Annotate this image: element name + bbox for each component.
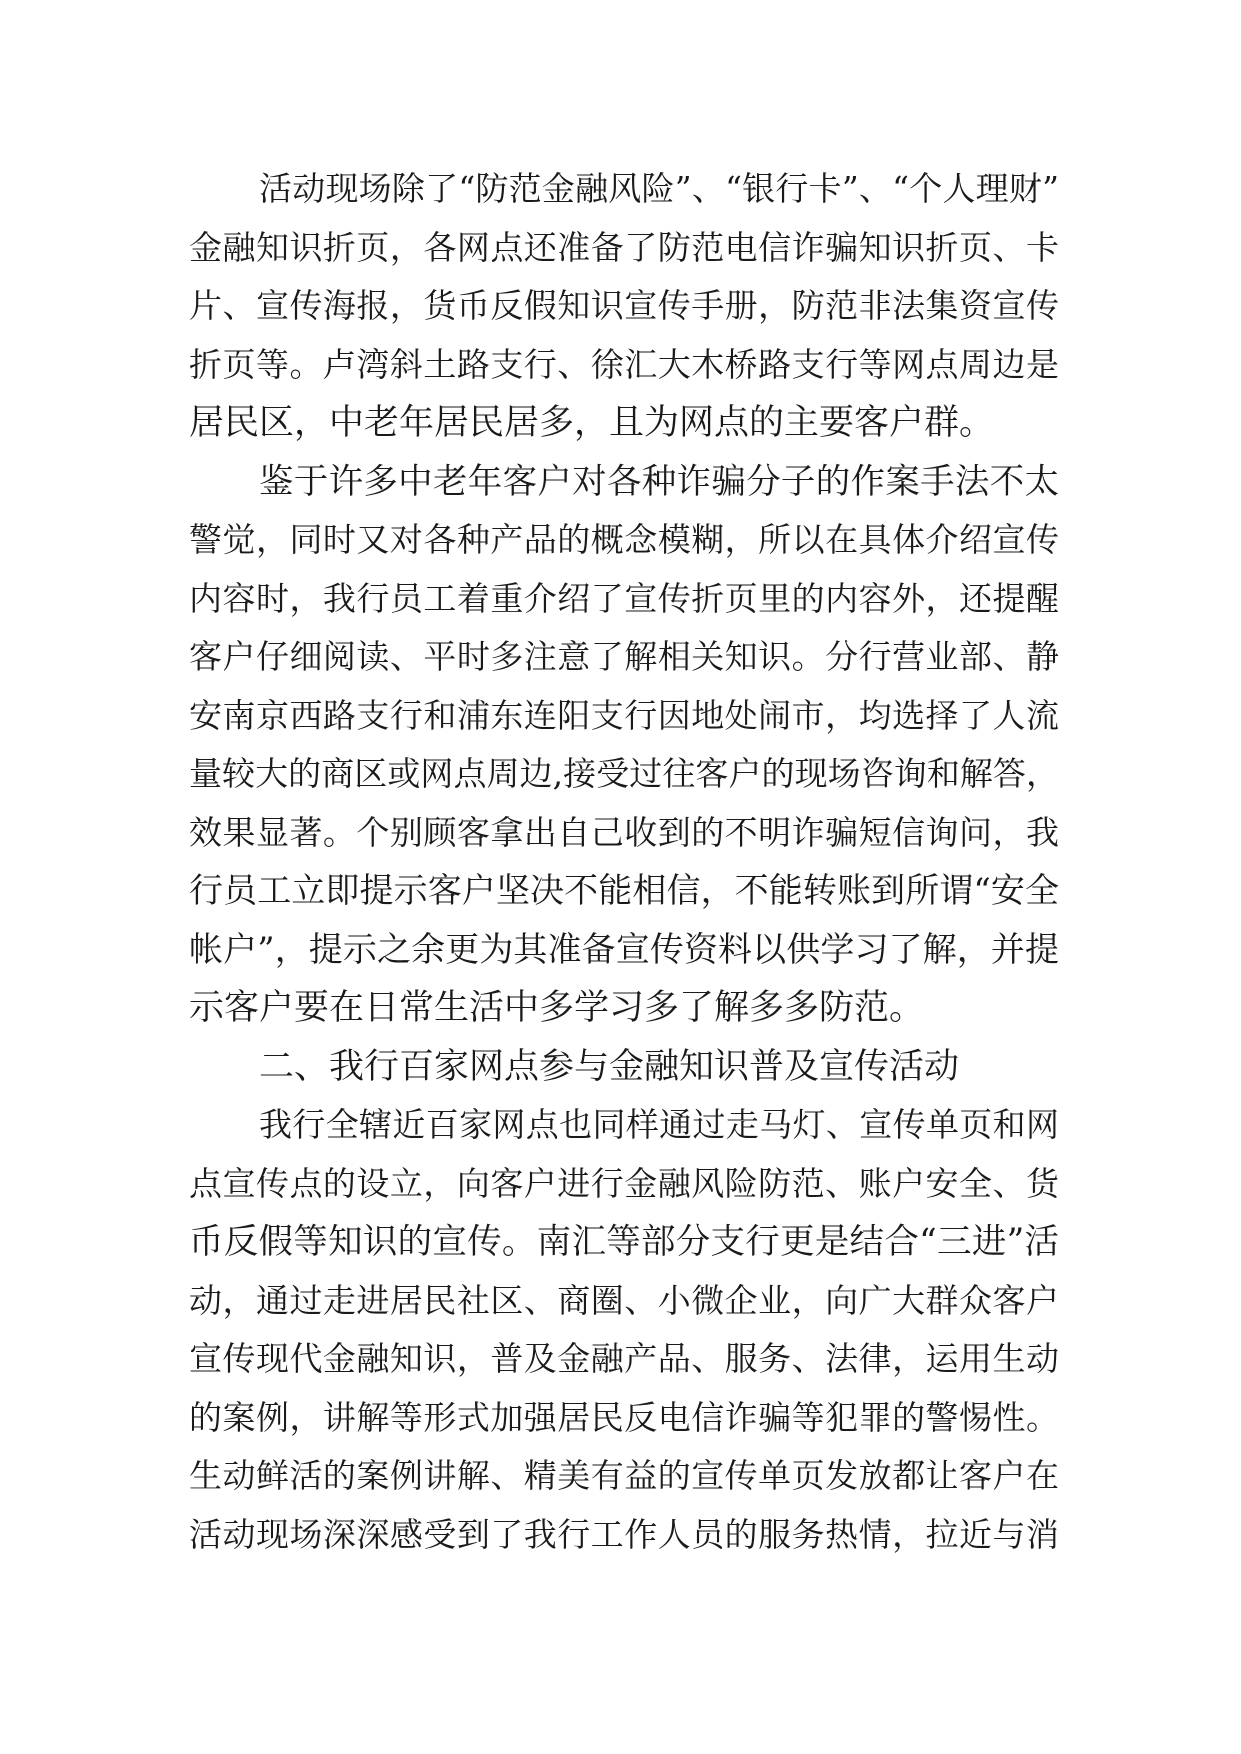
text-line: 折页等。卢湾斜土路支行、徐汇大木桥路支行等网点周边是 — [189, 344, 1059, 384]
text-line: 安南京西路支行和浦东连阳支行因地处闹市，均选择了人流 — [189, 695, 1059, 735]
text-line: 警觉，同时又对各种产品的概念模糊，所以在具体介绍宣传 — [189, 520, 1059, 559]
text-line: 量较大的商区或网点周边,接受过往客户的现场咨询和解答， — [189, 754, 1059, 793]
text-line: 片、宣传海报，货币反假知识宣传手册，防范非法集资宣传 — [189, 286, 1059, 325]
text-line: 帐户”，提示之余更为其准备宣传资料以供学习了解，并提 — [189, 929, 1059, 970]
text-line: 二、我行百家网点参与金融知识普及宣传活动 — [259, 1046, 960, 1087]
text-line: 客户仔细阅读、平时多注意了解相关知识。分行营业部、静 — [189, 637, 1059, 676]
text-line: 效果显著。个别顾客拿出自己收到的不明诈骗短信询问，我 — [189, 812, 1059, 852]
text-line: 活动现场深深感受到了我行工作人员的服务热情，拉近与消 — [189, 1514, 1059, 1554]
text-line: 的案例，讲解等形式加强居民反电信诈骗等犯罪的警惕性。 — [189, 1397, 1059, 1437]
text-line: 点宣传点的设立，向客户进行金融风险防范、账户安全、货 — [189, 1163, 1059, 1203]
text-line: 居民区，中老年居民居多，且为网点的主要客户群。 — [189, 403, 995, 443]
text-line: 鉴于许多中老年客户对各种诈骗分子的作案手法不太 — [259, 461, 1059, 502]
text-line: 我行全辖近百家网点也同样通过走马灯、宣传单页和网 — [259, 1105, 1059, 1144]
text-line: 币反假等知识的宣传。南汇等部分支行更是结合“三进”活 — [189, 1222, 1059, 1262]
text-line: 生动鲜活的案例讲解、精美有益的宣传单页发放都让客户在 — [189, 1456, 1059, 1495]
text-line: 行员工立即提示客户坚决不能相信，不能转账到所谓“安全 — [189, 871, 1059, 911]
document-body — [189, 160, 1059, 1564]
text-line: 动，通过走进居民社区、商圈、小微企业，向广大群众客户 — [189, 1280, 1059, 1320]
text-line: 示客户要在日常生活中多学习多了解多多防范。 — [189, 988, 925, 1028]
text-line: 活动现场除了“防范金融风险”、“银行卡”、“个人理财” — [259, 169, 1059, 208]
text-line: 内容时，我行员工着重介绍了宣传折页里的内容外，还提醒 — [189, 578, 1059, 618]
text-line: 金融知识折页，各网点还准备了防范电信诈骗知识折页、卡 — [189, 227, 1059, 267]
text-line: 宣传现代金融知识，普及金融产品、服务、法律，运用生动 — [189, 1339, 1059, 1378]
